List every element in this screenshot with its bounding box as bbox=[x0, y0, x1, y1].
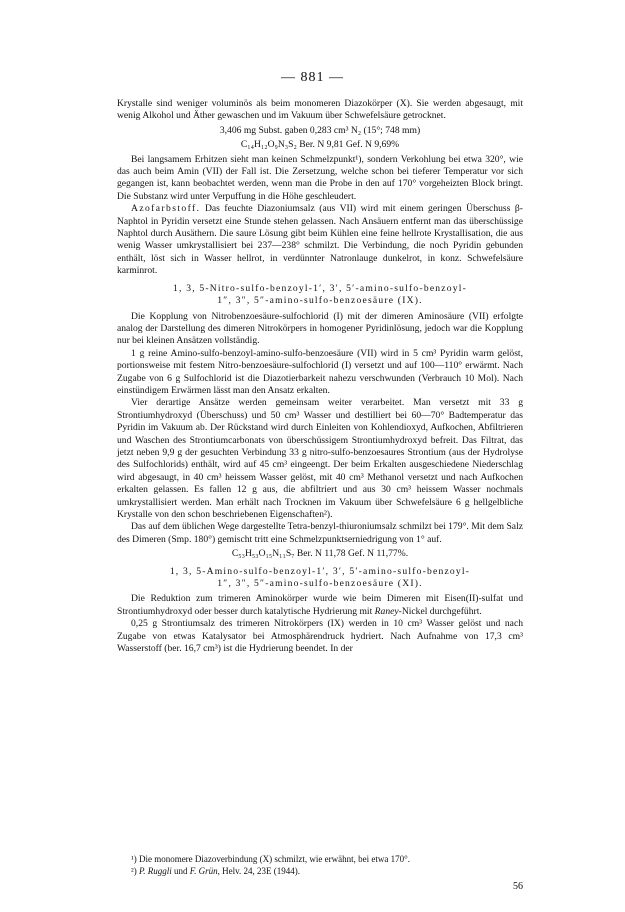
run-in-heading: Azofarbstoff. bbox=[131, 203, 201, 215]
footnote-text: , Helv. 24, 23E (1944). bbox=[217, 866, 301, 876]
paragraph: Vier derartige Ansätze werden gemeinsam weiter verarbeitet. Man versetzt mit 33 g Strontiumhydroxyd (Überschuss) und 50 cm³ Wasser und destilliert bei 60—70° Badtemperatur das Pyridin im Vakuum ab. Der Rückstand wird durch Einleiten von Kohlendioxyd, Aufkochen, Abfiltrieren und Waschen des Strontiumcarbonats von überschüssigem Strontiumhydroxyd befreit. Das Filtrat, das jetzt neben 9,9 g der gesuchten Verbindung 33 g nitro-sulfo-benzoesaures Strontium (aus der Hydrolyse des Sulfochlorids) enthält, wird auf 45 cm³ eingeengt. Der beim Erkalten ausgeschiedene Niederschlag wird abgesaugt, in 40 cm³ heissem Wasser gelöst, mit 40 cm³ Methanol versetzt und nach Aufkochen erkalten gelassen. Es fallen 12 g aus, die abfiltriert und aus 30 cm³ heissem Wasser nochmals umkrystallisiert werden. Man erhält nach Trocknen im Vakuum über Schwefelsäure 6 g hellgelbliche Krystalle von den schon beschriebenen Eigenschaften²). bbox=[117, 397, 523, 520]
section-heading-xi bbox=[117, 566, 523, 591]
analysis-line: 3,406 mg Subst. gaben 0,283 cm³ N₂ (15°; 748 mm) bbox=[219, 124, 421, 136]
footnote-text: und bbox=[171, 866, 190, 876]
paragraph: Die Kopplung von Nitrobenzoesäure-sulfochlorid (I) mit der dimeren Aminosäure (VII) erfolgte analog der Darstellung des dimeren Nitrokörpers in homogener Pyridinlösung, jedoch war die Kopplung nur bei kleinen Ansätzen vollständig. bbox=[117, 310, 523, 347]
footnote-2 bbox=[117, 865, 523, 877]
footnotes bbox=[117, 853, 523, 877]
page-body bbox=[117, 98, 523, 655]
paragraph bbox=[117, 593, 523, 618]
footnote-1: ¹) Die monomere Diazoverbindung (X) schmilzt, wie erwähnt, bei etwa 170°. bbox=[131, 854, 410, 864]
formula-line: C₁₄H₁₂O₉N₃S₂ Ber. N 9,81 Gef. N 9,69% bbox=[240, 139, 400, 151]
heading-line: 1″, 3″, 5″-amino-sulfo-benzoesäure (IX). bbox=[217, 295, 423, 307]
paragraph: 0,25 g Strontiumsalz des trimeren Nitrokörpers (IX) werden in 10 cm³ Wasser gelöst und nach Zugabe von etwas Katalysator bei Atmosphärendruck hydriert. Nach Aufnahme von 17,3 cm³ Wasserstoff (ber. 16,7 cm³) ist die Hydrierung beendet. In der bbox=[117, 618, 523, 655]
page-number: — 881 — bbox=[281, 70, 344, 85]
author-name: F. Grün bbox=[189, 866, 218, 876]
italic-name: Raney bbox=[374, 605, 399, 617]
paragraph: Das auf dem üblichen Wege dargestellte Tetra-benzyl-thiuroniumsalz schmilzt bei 179°. Mit dem Salz des Dimeren (Smp. 180°) gemischt tritt eine Schmelzpunktserniedrigung von 1° auf. bbox=[117, 521, 523, 545]
paragraph-azofarbstoff bbox=[117, 203, 523, 277]
formula-line: C₅₃H₅₃O₁₅N₁₁S₇ Ber. N 11,78 Gef. N 11,77%. bbox=[231, 548, 409, 560]
sheet-number: 56 bbox=[513, 881, 523, 892]
paragraph: Bei langsamem Erhitzen sieht man keinen Schmelzpunkt¹), sondern Verkohlung bei etwa 320°, wie das auch beim Amin (VII) der Fall ist. Die Zersetzung, welche schon bei tieferer Temperatur vor sich gegangen ist, kann beobachtet werden, wenn man die Probe in den auf 170° vorgeheizten Block bringt. Die Substanz wird unter Verpuffung in die Höhe geschleudert. bbox=[117, 153, 523, 202]
heading-line: 1, 3, 5-Amino-sulfo-benzoyl-1′, 3′, 5′-amino-sulfo-benzoyl- bbox=[169, 565, 471, 577]
heading-line: 1″, 3″, 5″-amino-sulfo-benzoesäure (XI). bbox=[217, 578, 423, 590]
author-name: P. Ruggli bbox=[138, 866, 172, 876]
paragraph-text: -Nickel durchgeführt. bbox=[398, 605, 482, 617]
paragraph-text: Die Reduktion zum trimeren Aminokörper wurde wie beim Dimeren mit Eisen(II)-sulfat und Strontiumhydroxyd oder besser durch katalytische Hydrierung mit bbox=[117, 593, 523, 617]
section-heading-ix bbox=[117, 283, 523, 308]
paragraph-text: Das feuchte Diazoniumsalz (aus VII) wird mit einem geringen Überschuss β-Naphtol in Pyridin versetzt eine Stunde stehen gelassen. Nach Ansäuern entfernt man das überschüssige Naphtol durch Ausäthern. Die saure Lösung gibt beim Kühlen eine feine hellrote Krystallisation, die aus wenig Wasser umkrystallisiert bei 237—238° schmilzt. Die Verbindung, die noch Pyridin gebunden enthält, löst sich in Wasser hellrot, in verdünnter Natronlauge dunkelrot, in konz. Schwefelsäure karminrot. bbox=[117, 203, 523, 277]
heading-line: 1, 3, 5-Nitro-sulfo-benzoyl-1′, 3′, 5′-amino-sulfo-benzoyl- bbox=[173, 282, 467, 294]
paragraph: Krystalle sind weniger voluminös als beim monomeren Diazokörper (X). Sie werden abgesaugt, mit wenig Alkohol und Äther gewaschen und im Vakuum über Schwefelsäure getrocknet. bbox=[117, 98, 523, 122]
footnote-marker: ²) bbox=[131, 866, 139, 876]
paragraph: 1 g reine Amino-sulfo-benzoyl-amino-sulfo-benzoesäure (VII) wird in 5 cm³ Pyridin warm gelöst, portionsweise mit festem Nitro-benzoesäure-sulfochlorid (I) versetzt und auf 100—110° erwärmt. Nach Zugabe von 6 g Sulfochlorid ist die Diazotierbarkeit nahezu verschwunden (Verbrauch 10 Mol). Nach einstündigem Erwärmen lässt man den Ansatz erkalten. bbox=[117, 347, 523, 396]
